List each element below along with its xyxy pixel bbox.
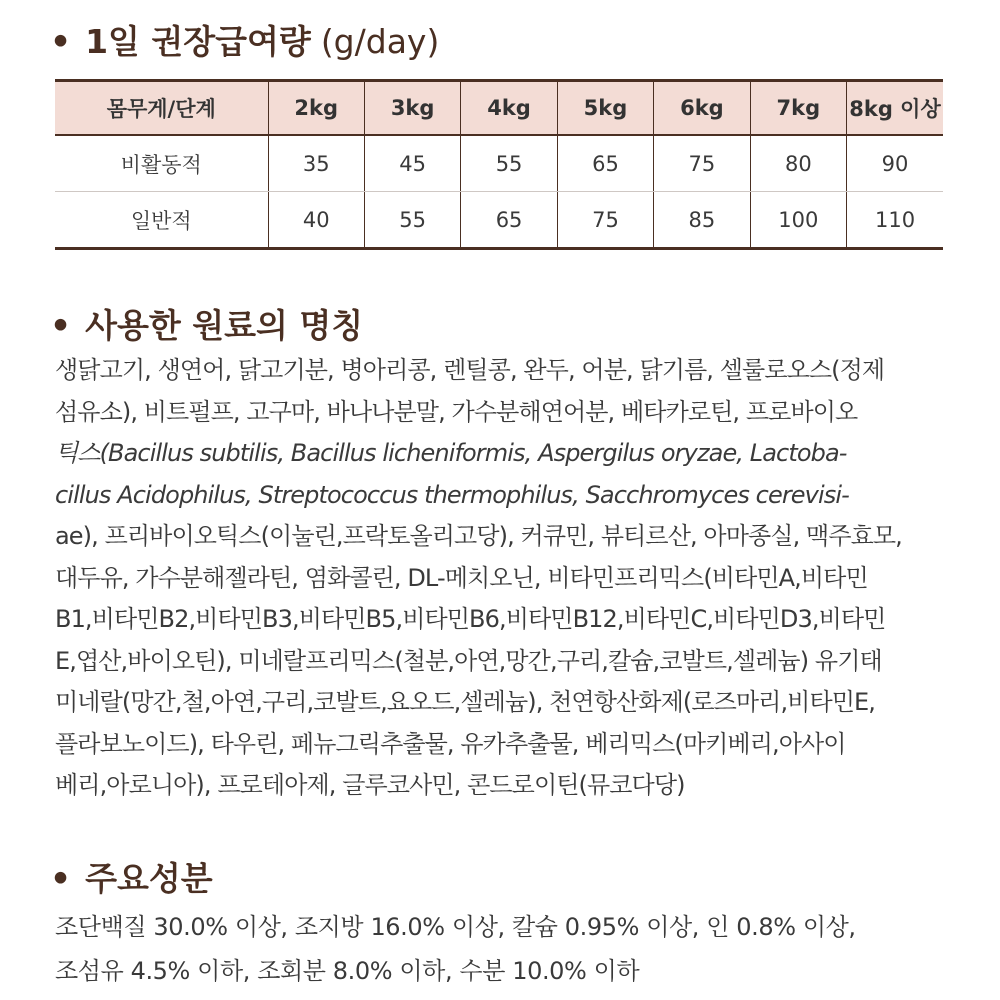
table-header-cell: 7kg [750,81,846,136]
nutrients-line: 조섬유 4.5% 이하, 조회분 8.0% 이하, 수분 10.0% 이하 [55,957,640,985]
table-cell: 55 [461,135,557,192]
table-header-cell: 8kg 이상 [847,81,943,136]
feeding-section-title [50,16,439,63]
table-header-cell: 2kg [268,81,364,136]
table-cell: 75 [557,192,653,249]
nutrients-text [55,905,950,993]
bullet-icon: • [50,859,72,898]
ingredients-line: 생닭고기, 생연어, 닭고기분, 병아리콩, 렌틸콩, 완두, 어분, 닭기름, 셀룰로오스(정제 [55,356,885,384]
ingredients-line: 섬유소), 비트펄프, 고구마, 바나나분말, 가수분해연어분, 베타카로틴, 프로바이오 [55,397,858,426]
table-row [55,135,943,192]
nutrients-line: 조단백질 30.0% 이상, 조지방 16.0% 이상, 칼슘 0.95% 이상, 인 0.8% 이상, [55,913,856,941]
ingredients-line: 대두유, 가수분해젤라틴, 염화콜린, DL-메치오닌, 비타민프리믹스(비타민A,비타민 [55,563,868,592]
table-row [55,192,943,249]
table-header-cell: 4kg [461,81,557,136]
table-cell: 110 [847,192,943,249]
table-cell: 65 [557,135,653,192]
bullet-icon: • [50,22,72,61]
table-cell: 일반적 [55,192,268,249]
ingredients-line: cillus Acidophilus, Streptococcus thermophilus, Sacchromyces cerevisi- [55,480,849,509]
feeding-unit: (g/day) [320,22,440,61]
table-cell: 90 [847,135,943,192]
table-header-cell: 6kg [654,81,750,136]
bullet-icon: • [50,306,72,345]
table-cell: 65 [461,192,557,249]
ingredients-line: 미네랄(망간,철,아연,구리,코발트,요오드,셀레늄), 천연항산화제(로즈마리,비타민E, [55,688,876,716]
ingredients-line: ae), 프리바이오틱스(이눌린,프락토올리고당), 커큐민, 뷰티르산, 아마종실, 맥주효모, [55,522,902,550]
table-header-cell: 몸무게/단계 [55,81,268,136]
table-cell: 비활동적 [55,135,268,192]
table-header-row [55,81,943,136]
table-header-cell: 5kg [557,81,653,136]
ingredients-line: 베리,아로니아), 프로테아제, 글루코사민, 콘드로이틴(뮤코다당) [55,771,685,799]
ingredients-text [55,350,950,807]
table-cell: 85 [654,192,750,249]
ingredients-line: E,엽산,바이오틴), 미네랄프리믹스(철분,아연,망간,구리,칼슘,코발트,셀레늄) 유기태 [55,646,882,675]
feeding-table [55,79,943,250]
table-cell: 40 [268,192,364,249]
nutrients-section-title [50,853,213,900]
ingredients-line: 플라보노이드), 타우린, 페뉴그릭추출물, 유카추출물, 베리믹스(마키베리,아사이 [55,729,846,758]
ingredients-section-title [50,300,363,347]
table-cell: 45 [364,135,460,192]
nutrients-title: 주요성분 [85,859,213,898]
table-cell: 100 [750,192,846,249]
ingredients-line: 틱스(Bacillus subtilis, Bacillus licheniformis, Aspergilus oryzae, Lactoba- [55,439,847,467]
table-cell: 75 [654,135,750,192]
table-cell: 80 [750,135,846,192]
table-header-cell: 3kg [364,81,460,136]
table-cell: 55 [364,192,460,249]
table-cell: 35 [268,135,364,192]
ingredients-title: 사용한 원료의 명칭 [85,306,364,345]
feeding-title: 1일 권장급여량 [85,22,311,61]
ingredients-line: B1,비타민B2,비타민B3,비타민B5,비타민B6,비타민B12,비타민C,비타민D3,비타민 [55,605,886,633]
